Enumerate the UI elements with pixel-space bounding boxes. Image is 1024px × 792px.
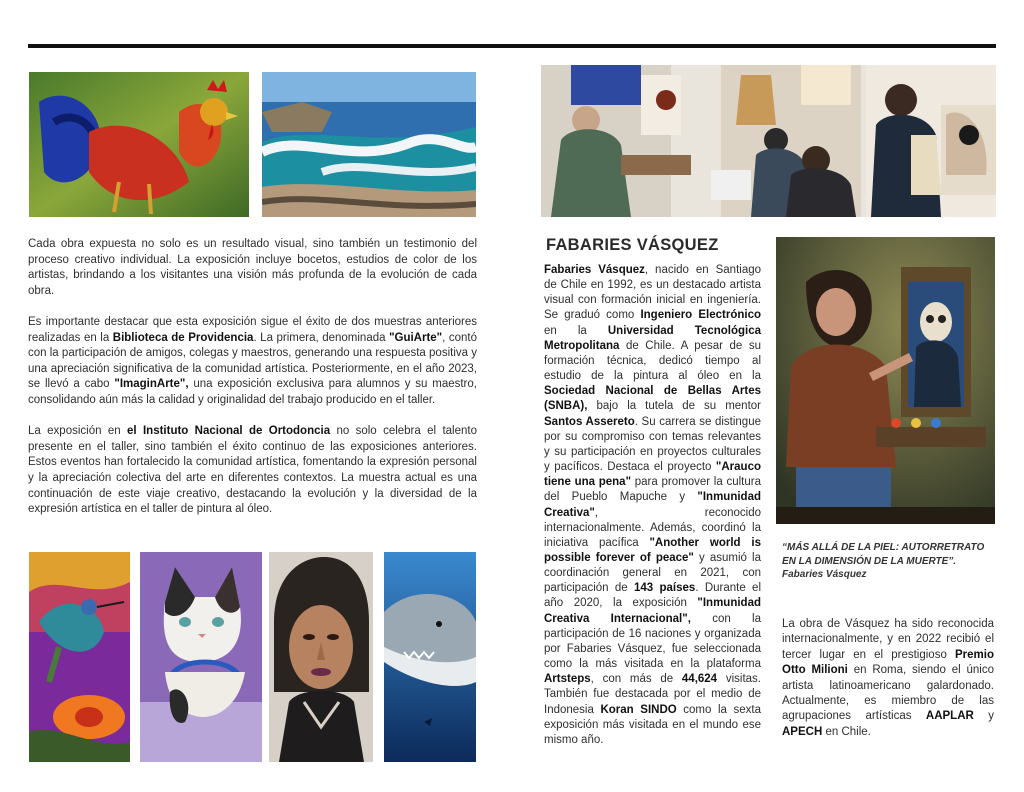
bio-run: "Inmunidad Creativa Internacional",: [544, 597, 761, 625]
bio-run: Universidad Tecnológica Metropolitana: [544, 324, 762, 352]
recognition-run: APECH: [782, 725, 823, 738]
article-title: FABARIES VÁSQUEZ: [546, 236, 719, 254]
bio-run: con la participación de 16 naciones y organizada por Fabaries Vásquez, fue seleccionada como la más visitada en la plataforma: [544, 612, 761, 671]
bio-run: . Su carrera se distingue por su compromiso con temas relevantes y su participación en proyectos culturales y pacíficos. Destaca el proyecto: [544, 415, 761, 474]
seascape-painting: [262, 72, 476, 217]
recognition-run: Premio Otto Milioni: [782, 648, 994, 677]
cat-painting: [140, 552, 262, 762]
bio-run: Santos Assereto: [544, 415, 635, 428]
bio-run: en la: [544, 324, 608, 337]
bio-run: Fabaries Vásquez: [544, 264, 645, 276]
artist-bio: [544, 263, 761, 748]
paragraph-2: Es importante destacar que esta exposición sigue el éxito de dos muestras anteriores realizadas en la Biblioteca de Providencia. La primera, denominada "GuiArte", contó con la participación de amigos, colegas y maestros, generando una respuesta positiva y una apreciación significativa de la comunidad artística. Posteriormente, en el año 2023, se llevó a cabo "ImaginArte", una exposición exclusiva para alumnos y su maestro, consolidando aún más la calidad y originalidad del trabajo producido en el taller.: [28, 315, 478, 406]
paragraph-1: Cada obra expuesta no solo es un resultado visual, sino también un testimonio del proceso creativo individual. La exposición incluye bocetos, estudios de color de los artistas, brindando a los visitantes una visión más profunda de la evolución de cada obra.: [28, 238, 477, 297]
bio-run: "Inmunidad Creativa": [544, 491, 761, 519]
bio-run: 44,624: [681, 673, 718, 686]
recognition-text: [782, 617, 994, 740]
bio-run: Artsteps: [544, 673, 591, 686]
rooster-painting: [29, 72, 249, 217]
bio-paragraph: [544, 263, 761, 748]
bio-run: , nacido en Santiago de Chile en 1992, es un destacado artista visual con formación inicial en ingeniería. Se graduó como: [544, 264, 762, 322]
bio-run: para promover la cultura del Pueblo Mapuche y: [544, 476, 761, 504]
bio-run: como la sexta exposición más visitada en el mundo ese mismo año.: [544, 703, 761, 746]
header-rule: [28, 44, 996, 48]
bio-run: "Arauco tiene una pena": [544, 461, 761, 489]
bio-run: , con más de: [590, 673, 682, 686]
bio-run: de Chile. A pesar de su formación técnica, dedicó tiempo al estudio de la pintura al óleo en la: [544, 339, 761, 383]
bio-run: Ingeniero Electrónico: [640, 309, 761, 322]
recognition-run: La obra de Vásquez ha sido reconocida internacionalmente, y en 2022 recibió el tercer lugar en el prestigioso: [782, 618, 994, 661]
recognition-run: en Roma, siendo el único artista latinoamericano galardonado. Actualmente, es miembro de las agrupaciones artísticas: [782, 664, 995, 723]
bio-run: . Durante el año 2020, la exposición: [544, 582, 762, 610]
recognition-run: AAPLAR: [925, 710, 974, 723]
bio-run: visitas. También fue destacada por el medio de Indonesia: [544, 673, 761, 716]
woman-portrait-painting: [269, 552, 373, 762]
bio-run: Koran SINDO: [600, 703, 677, 716]
shark-painting: [384, 552, 476, 762]
bio-run: "Another world is possible forever of peace": [544, 536, 761, 564]
bio-run: 143 países: [634, 582, 696, 595]
recognition-run: y: [973, 710, 994, 723]
bio-run: , reconocido internacionalmente. Además, coordinó la iniciativa pacífica: [544, 506, 761, 549]
recognition-paragraph: [782, 617, 994, 740]
workshop-photo: [541, 65, 996, 217]
self-portrait-painting: [776, 237, 995, 524]
bio-run: bajo la tutela de su mentor: [587, 400, 761, 413]
recognition-run: en Chile.: [822, 725, 871, 738]
painting-caption: “MÁS ALLÁ DE LA PIEL: AUTORRETRATO EN LA DIMENSIÓN DE LA MUERTE”. Fabaries Vásquez: [782, 542, 985, 580]
bio-run: y asumió la coordinación general en 2021, con participación de: [544, 551, 761, 595]
bio-run: Sociedad Nacional de Bellas Artes (SNBA),: [544, 385, 761, 413]
paragraph-3: La exposición en el Instituto Nacional de Ortodoncia no solo celebra el talento presente en el taller, sino también el éxito continuo de las exposiciones anteriores. Estos eventos han fortalecido la comunidad artística, fomentando la expresión personal y la apreciación colectiva del arte en diferentes contextos. La muestra actual es una continuación de este viaje creativo, destacando la evolución y la diversidad de la expresión artística en el taller de pintura al óleo.: [28, 425, 477, 516]
intro-text: [28, 237, 477, 533]
hummingbird-painting: [29, 552, 130, 762]
